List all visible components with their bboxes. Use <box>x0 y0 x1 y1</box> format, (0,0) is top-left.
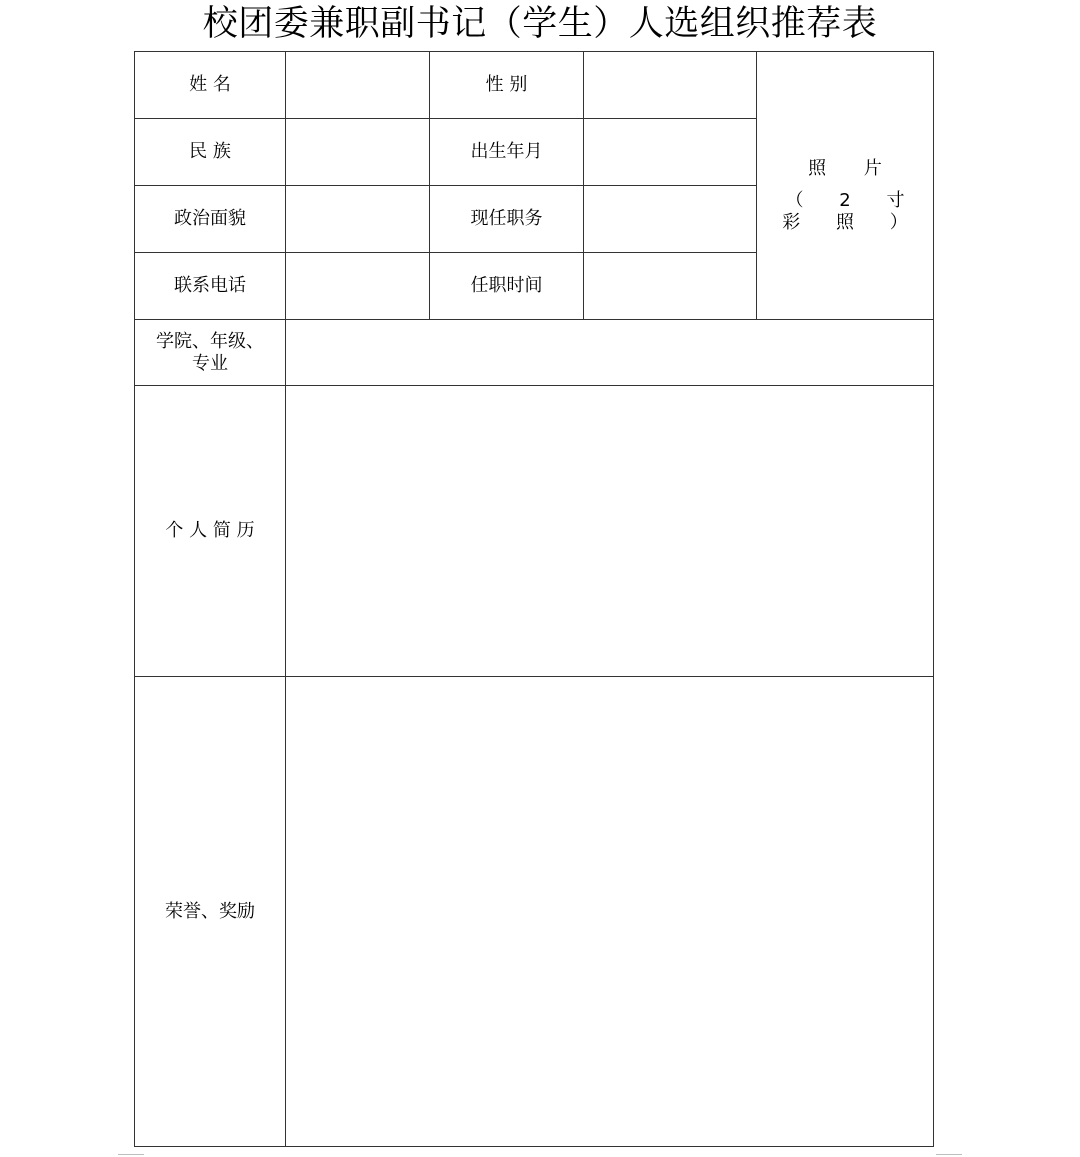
birth-field[interactable] <box>584 119 757 186</box>
label-college <box>135 320 286 386</box>
political-status-field[interactable] <box>286 186 430 253</box>
row-resume <box>135 386 934 677</box>
label-honors: 荣誉、奖励 <box>135 677 286 1147</box>
label-college-line2: 专业 <box>192 352 228 374</box>
label-current-position: 现任职务 <box>430 186 584 253</box>
crop-mark-left <box>118 1154 144 1155</box>
label-college-line1: 学院、年级、 <box>156 330 264 352</box>
college-field[interactable] <box>286 320 934 386</box>
phone-field[interactable] <box>286 253 430 320</box>
label-tenure: 任职时间 <box>430 253 584 320</box>
tenure-field[interactable] <box>584 253 757 320</box>
honors-field[interactable] <box>286 677 934 1147</box>
label-ethnicity: 民 族 <box>135 119 286 186</box>
label-political-status: 政治面貌 <box>135 186 286 253</box>
recommendation-form-table <box>134 51 934 1147</box>
label-resume: 个 人 简 历 <box>135 386 286 677</box>
row-college <box>135 320 934 386</box>
photo-size-hint: （ 2 寸 彩 照 ） <box>782 189 923 233</box>
name-field[interactable] <box>286 52 430 119</box>
label-gender: 性 别 <box>430 52 584 119</box>
photo-box[interactable] <box>757 52 934 320</box>
label-name: 姓 名 <box>135 52 286 119</box>
form-title: 校团委兼职副书记（学生）人选组织推荐表 <box>202 4 878 44</box>
resume-field[interactable] <box>286 386 934 677</box>
gender-field[interactable] <box>584 52 757 119</box>
ethnicity-field[interactable] <box>286 119 430 186</box>
photo-label: 照 片 <box>808 157 898 179</box>
current-position-field[interactable] <box>584 186 757 253</box>
row-name-gender <box>135 52 934 119</box>
label-phone: 联系电话 <box>135 253 286 320</box>
row-honors <box>135 677 934 1147</box>
label-birth: 出生年月 <box>430 119 584 186</box>
crop-mark-right <box>936 1154 962 1155</box>
